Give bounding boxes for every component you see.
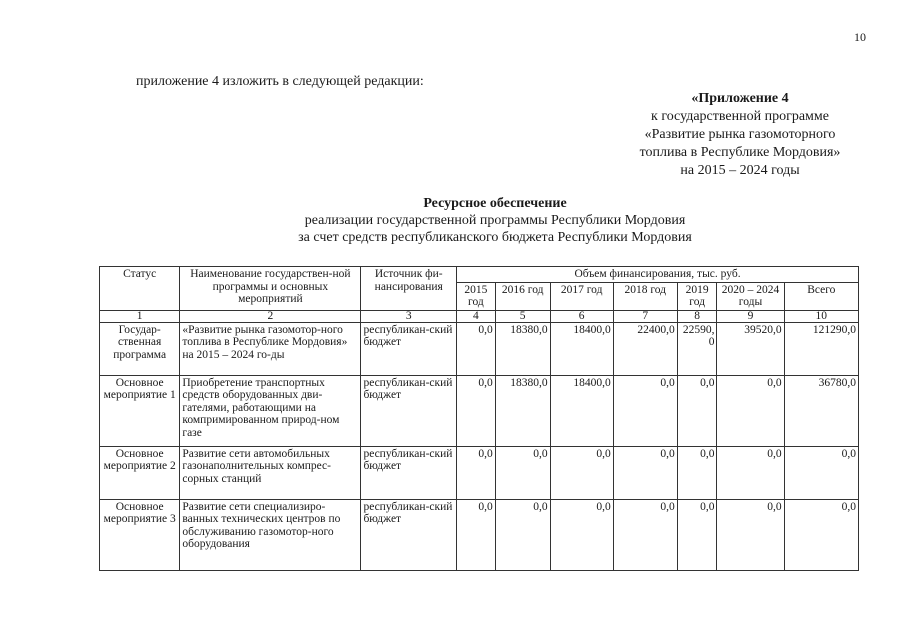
row-name: Приобретение транспортных средств оборудованных дви-гателями, работающими на компримированном природ-ном газе bbox=[180, 375, 361, 446]
funding-table bbox=[99, 266, 859, 571]
column-index: 5 bbox=[495, 310, 550, 322]
appendix-title: «Приложение 4 bbox=[691, 91, 789, 106]
title-line-main: Ресурсное обеспечение bbox=[423, 196, 567, 211]
page-number: 10 bbox=[854, 30, 866, 44]
column-index-row bbox=[100, 310, 859, 322]
row-value-2017: 18400,0 bbox=[550, 322, 613, 375]
row-source: республикан-ский бюджет bbox=[361, 446, 457, 499]
row-value-2020-2024: 0,0 bbox=[717, 446, 784, 499]
row-value-total: 36780,0 bbox=[784, 375, 858, 446]
column-index: 7 bbox=[613, 310, 677, 322]
table-row bbox=[100, 322, 859, 375]
table-row bbox=[100, 499, 859, 570]
row-value-2016: 0,0 bbox=[495, 446, 550, 499]
header-year-2020-2024: 2020 – 2024 годы bbox=[717, 282, 784, 310]
row-name: Развитие сети специализиро-ванных технических центров по обслуживанию газомотор-ного оборудования bbox=[180, 499, 361, 570]
column-index: 2 bbox=[180, 310, 361, 322]
row-value-2020-2024: 0,0 bbox=[717, 499, 784, 570]
header-year-2016: 2016 год bbox=[495, 282, 550, 310]
row-value-total: 0,0 bbox=[784, 446, 858, 499]
header-funding: Объем финансирования, тыс. руб. bbox=[457, 267, 859, 283]
row-value-2015: 0,0 bbox=[457, 375, 496, 446]
header-year-2018: 2018 год bbox=[613, 282, 677, 310]
column-index: 4 bbox=[457, 310, 496, 322]
row-status: Государ-ственная программа bbox=[100, 322, 180, 375]
header-status: Статус bbox=[100, 267, 180, 311]
column-index: 9 bbox=[717, 310, 784, 322]
header-source: Источник фи-нансирования bbox=[361, 267, 457, 311]
row-value-2020-2024: 39520,0 bbox=[717, 322, 784, 375]
column-index: 6 bbox=[550, 310, 613, 322]
row-value-2016: 18380,0 bbox=[495, 375, 550, 446]
row-value-2017: 0,0 bbox=[550, 499, 613, 570]
row-source: республикан-ский бюджет bbox=[361, 499, 457, 570]
row-value-2017: 0,0 bbox=[550, 446, 613, 499]
appendix-line: топлива в Республике Мордовия» bbox=[639, 145, 841, 160]
row-value-2015: 0,0 bbox=[457, 446, 496, 499]
appendix-header bbox=[620, 90, 860, 180]
column-index: 10 bbox=[784, 310, 858, 322]
row-value-2015: 0,0 bbox=[457, 322, 496, 375]
header-year-2019: 2019 год bbox=[677, 282, 717, 310]
intro-text: приложение 4 изложить в следующей редакции: bbox=[136, 74, 424, 89]
row-status: Основное мероприятие 1 bbox=[100, 375, 180, 446]
row-value-2018: 0,0 bbox=[613, 375, 677, 446]
row-value-2016: 0,0 bbox=[495, 499, 550, 570]
row-status: Основное мероприятие 3 bbox=[100, 499, 180, 570]
row-source: республикан-ский бюджет bbox=[361, 375, 457, 446]
appendix-line: «Развитие рынка газомоторного bbox=[644, 127, 836, 142]
header-year-2015: 2015 год bbox=[457, 282, 496, 310]
row-value-total: 0,0 bbox=[784, 499, 858, 570]
row-value-2019: 0,0 bbox=[677, 375, 717, 446]
row-value-2018: 22400,0 bbox=[613, 322, 677, 375]
title-line: за счет средств республиканского бюджета Республики Мордовия bbox=[298, 230, 692, 245]
row-value-2019: 0,0 bbox=[677, 446, 717, 499]
table-row bbox=[100, 375, 859, 446]
table-row bbox=[100, 446, 859, 499]
row-status: Основное мероприятие 2 bbox=[100, 446, 180, 499]
title-line: реализации государственной программы Республики Мордовия bbox=[304, 213, 686, 228]
header-name: Наименование государствен-ной программы и основных мероприятий bbox=[180, 267, 361, 311]
row-value-2018: 0,0 bbox=[613, 499, 677, 570]
row-value-2018: 0,0 bbox=[613, 446, 677, 499]
row-value-2016: 18380,0 bbox=[495, 322, 550, 375]
row-value-2020-2024: 0,0 bbox=[717, 375, 784, 446]
row-value-2019: 0,0 bbox=[677, 499, 717, 570]
appendix-line: к государственной программе bbox=[651, 109, 829, 124]
header-total: Всего bbox=[784, 282, 858, 310]
row-source: республикан-ский бюджет bbox=[361, 322, 457, 375]
row-value-total: 121290,0 bbox=[784, 322, 858, 375]
column-index: 1 bbox=[100, 310, 180, 322]
header-year-2017: 2017 год bbox=[550, 282, 613, 310]
column-index: 3 bbox=[361, 310, 457, 322]
document-title bbox=[200, 195, 790, 246]
row-value-2019: 22590,0 bbox=[677, 322, 717, 375]
row-name: «Развитие рынка газомотор-ного топлива в Республике Мордовия» на 2015 – 2024 го-ды bbox=[180, 322, 361, 375]
row-name: Развитие сети автомобильных газонаполнительных компрес-сорных станций bbox=[180, 446, 361, 499]
column-index: 8 bbox=[677, 310, 717, 322]
row-value-2017: 18400,0 bbox=[550, 375, 613, 446]
appendix-line: на 2015 – 2024 годы bbox=[680, 163, 800, 178]
row-value-2015: 0,0 bbox=[457, 499, 496, 570]
